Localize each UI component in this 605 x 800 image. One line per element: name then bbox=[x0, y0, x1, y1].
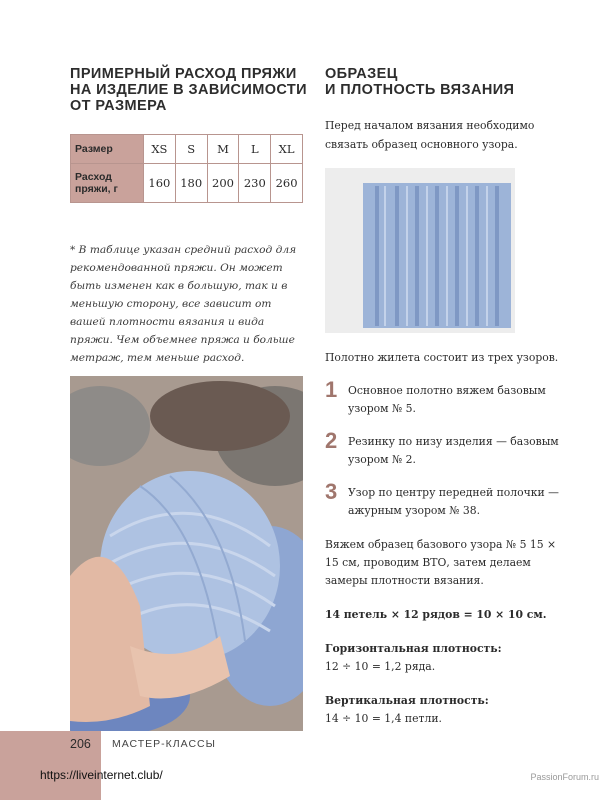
knitted-swatch-photo bbox=[325, 168, 515, 333]
horizontal-gauge-label: Горизонтальная плотность: bbox=[325, 642, 502, 655]
item-text: Узор по центру передней полочки — ажурным узором № 38. bbox=[348, 486, 559, 517]
forum-watermark: PassionForum.ru bbox=[530, 772, 599, 782]
yarn-header: Расход пряжи, г bbox=[71, 164, 144, 203]
horizontal-gauge-calc: 12 ÷ 10 = 1,2 ряда. bbox=[325, 660, 436, 673]
consumption-section bbox=[70, 66, 310, 367]
yarn-ball-illustration bbox=[70, 376, 303, 731]
yarn-cell: 230 bbox=[239, 164, 271, 203]
sample-method: Вяжем образец базового узора № 5 15 × 15 см, проводим ВТО, затем делаем замеры плотности вязания. bbox=[325, 538, 557, 587]
title-line: ПРИМЕРНЫЙ РАСХОД ПРЯЖИ bbox=[70, 66, 297, 82]
size-header: Размер bbox=[71, 135, 144, 164]
vertical-gauge-calc: 14 ÷ 10 = 1,4 петли. bbox=[325, 712, 442, 725]
size-cell: M bbox=[207, 135, 239, 164]
item-text: Резинку по низу изделия — базовым узором № 2. bbox=[348, 435, 559, 466]
yarn-cell: 200 bbox=[207, 164, 239, 203]
knitted-swatch-illustration bbox=[325, 168, 515, 333]
yarn-cell: 180 bbox=[175, 164, 207, 203]
gauge-formula: 14 петель × 12 рядов = 10 × 10 см. bbox=[325, 608, 547, 621]
item-number: 2 bbox=[325, 428, 338, 453]
sample-section bbox=[325, 66, 570, 728]
list-item bbox=[325, 379, 570, 418]
size-cell: XL bbox=[271, 135, 303, 164]
list-item bbox=[325, 481, 570, 520]
yarn-consumption-table bbox=[70, 134, 303, 203]
item-number: 3 bbox=[325, 479, 338, 504]
sample-title bbox=[325, 66, 570, 98]
title-line: И ПЛОТНОСТЬ ВЯЗАНИЯ bbox=[325, 82, 515, 98]
list-item bbox=[325, 430, 570, 469]
page-number: 206 bbox=[70, 737, 91, 751]
parts-intro: Полотно жилета состоит из трех узоров. bbox=[325, 351, 559, 364]
size-cell: S bbox=[175, 135, 207, 164]
yarn-ball-photo bbox=[70, 376, 303, 731]
item-number: 1 bbox=[325, 377, 338, 402]
item-text: Основное полотно вяжем базовым узором № 5. bbox=[348, 384, 546, 415]
title-line: ОТ РАЗМЕРА bbox=[70, 98, 167, 114]
size-cell: L bbox=[239, 135, 271, 164]
table-row bbox=[71, 135, 303, 164]
title-line: ОБРАЗЕЦ bbox=[325, 66, 398, 82]
vertical-gauge-label: Вертикальная плотность: bbox=[325, 694, 489, 707]
yarn-cell: 160 bbox=[144, 164, 176, 203]
section-name: МАСТЕР-КЛАССЫ bbox=[112, 738, 216, 750]
source-watermark: https://liveinternet.club/ bbox=[40, 768, 163, 782]
table-row bbox=[71, 164, 303, 203]
title-line: НА ИЗДЕЛИЕ В ЗАВИСИМОСТИ bbox=[70, 82, 307, 98]
consumption-title bbox=[70, 66, 310, 114]
size-cell: XS bbox=[144, 135, 176, 164]
yarn-cell: 260 bbox=[271, 164, 303, 203]
sample-intro: Перед началом вязания необходимо связать образец основного узора. bbox=[325, 119, 535, 151]
consumption-note: * В таблице указан средний расход для рекомендованной пряжи. Он может быть изменен как в большую, так и в меньшую сторону, все зависит от вашей плотности вязания и вида пряжи. Чем объемнее пряжа и больше метраж, тем меньше расход. bbox=[70, 244, 297, 364]
